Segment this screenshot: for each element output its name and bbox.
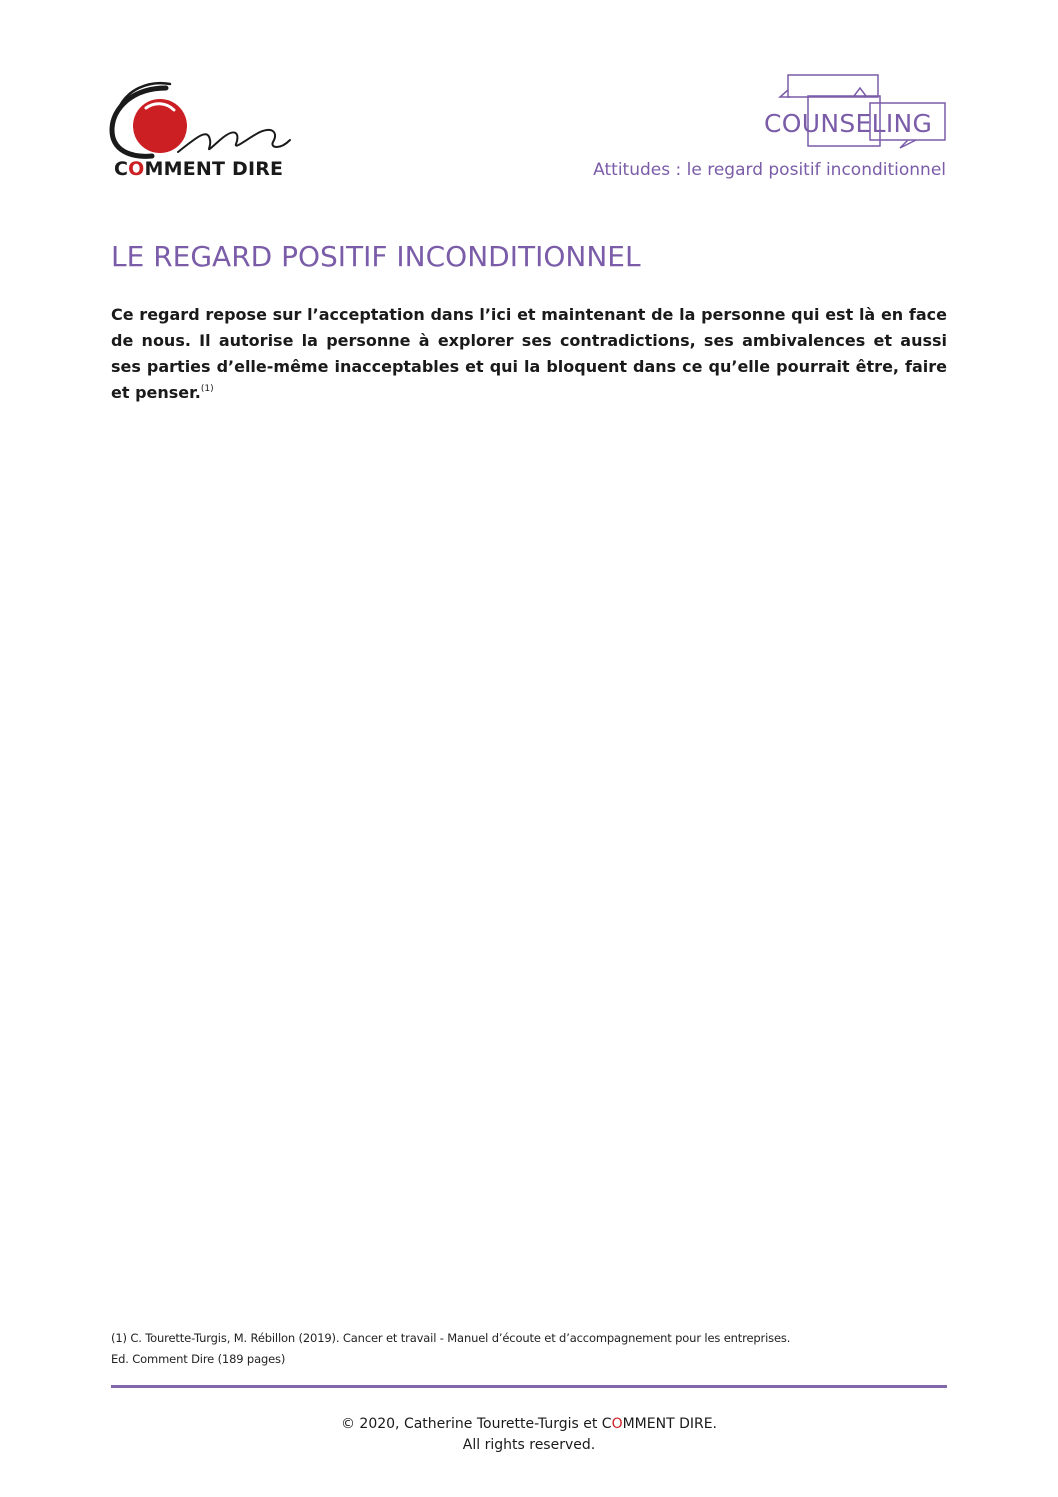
copyright-suffix: MMENT DIRE. [622, 1416, 718, 1432]
copyright [0, 1414, 1058, 1456]
logo-wordmark-o: O [128, 158, 145, 180]
footnote-line-2: Ed. Comment Dire (189 pages) [111, 1352, 286, 1366]
footnote-reference[interactable]: (1) [200, 384, 214, 394]
logo-wordmark [114, 158, 283, 180]
counseling-label: COUNSELING [764, 109, 933, 138]
logo-wordmark-rest: MMENT DIRE [144, 158, 284, 180]
copyright-o: O [611, 1416, 623, 1432]
comment-dire-logo [108, 78, 308, 188]
copyright-line [0, 1414, 1058, 1435]
counseling-badge [760, 72, 950, 152]
page-title: LE REGARD POSITIF INCONDITIONNEL [111, 240, 641, 273]
logo-wordmark-c: C [114, 158, 129, 180]
main-paragraph [111, 302, 947, 406]
main-paragraph-text: Ce regard repose sur l’acceptation dans l’ici et maintenant de la personne qui est là en face de nous. Il autorise la personne à explorer ses contradictions, ses ambivalences et aussi ses parties d’elle-même inacceptables et qui la bloquent dans ce qu’elle pourrait être, faire et penser. [111, 305, 947, 402]
page-subtitle: Attitudes : le regard positif inconditionnel [593, 160, 946, 180]
footnote [111, 1328, 947, 1370]
footnote-line-1: (1) C. Tourette-Turgis, M. Rébillon (2019). Cancer et travail - Manuel d’écoute et d’accompagnement pour les entreprises. [111, 1331, 791, 1345]
footer-divider [111, 1385, 947, 1388]
copyright-prefix: © 2020, Catherine Tourette-Turgis et C [340, 1416, 612, 1432]
rights-line: All rights reserved. [462, 1437, 596, 1453]
